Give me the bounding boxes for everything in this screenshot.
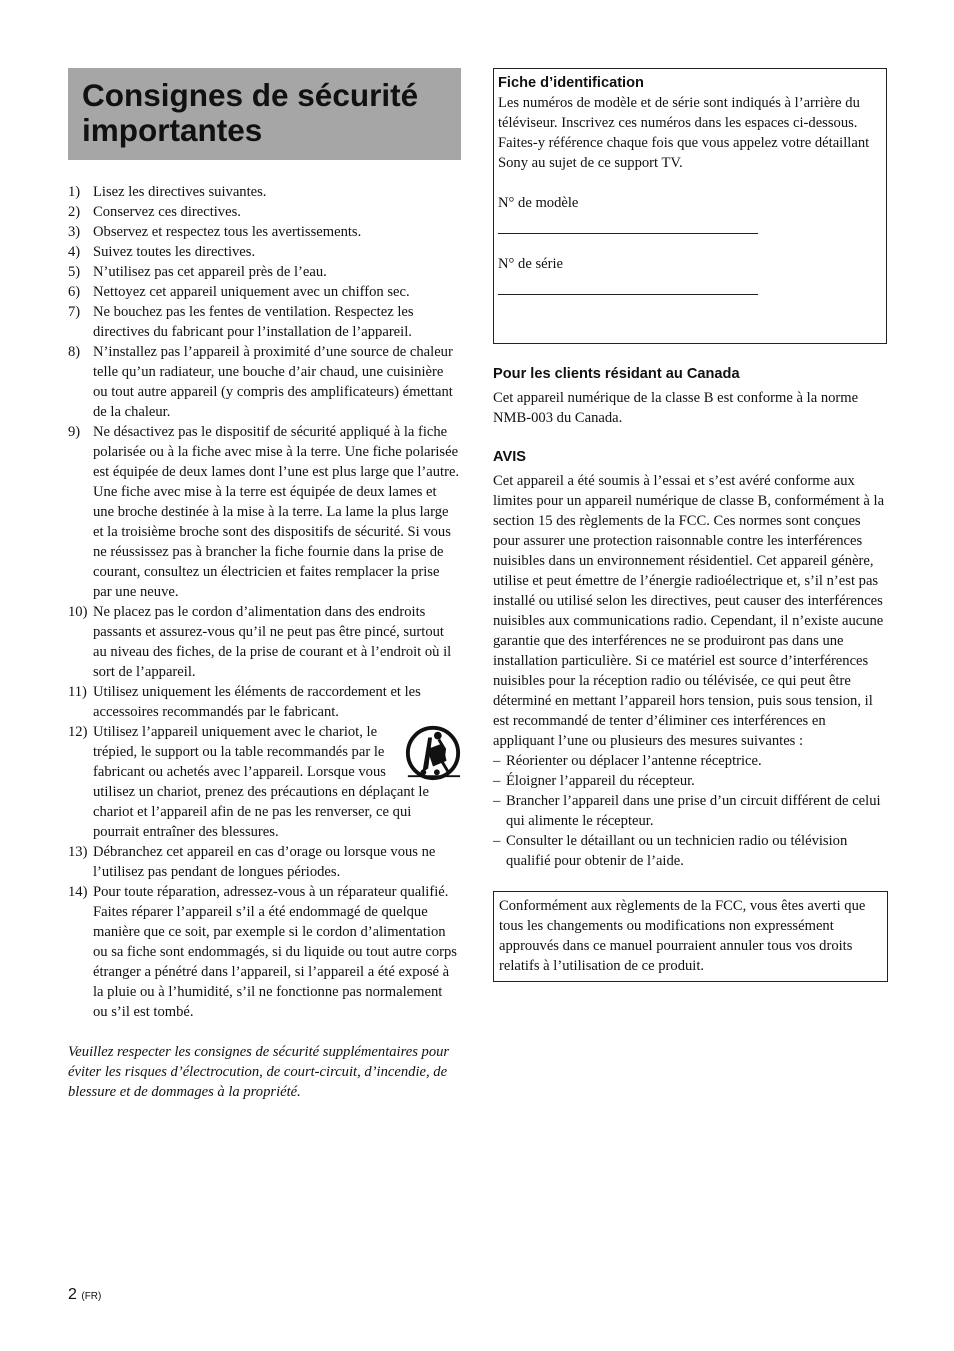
list-item bbox=[493, 791, 887, 831]
avis-text: Cet appareil a été soumis à l’essai et s’est avéré conforme aux limites pour un appareil numérique de classe B, conformément à la section 15 des règlements de la FCC. Ces normes sont conçues pour assurer une protection raisonnable contre les interférences nuisibles dans un environnement résidentiel. Cet appareil génère, utilise et peut émettre de l’énergie radioélectrique et, s’il n’est pas installé ou utilisé selon les directives, peut causer des interférences nuisibles aux communications radio. Cependant, il n’existe aucune garantie que des interférences ne se produiront pas dans une installation particulière. Si ce matériel est source d’interférences nuisibles pour la réception radio ou télévisée, ce qui peut être déterminé en mettant l’appareil hors tension, puis sous tension, il est recommandé de tenter d’éliminer ces interférences en appliquant l’une ou plusieurs des mesures suivantes : bbox=[493, 473, 885, 749]
safety-note: Veuillez respecter les consignes de sécurité supplémentaires pour éviter les risques d’électrocution, de court-circuit, d’incendie, de blessure et de dommages à la propriété. bbox=[68, 1044, 450, 1100]
avis-heading: AVIS bbox=[493, 449, 526, 465]
model-number-label: N° de modèle bbox=[498, 195, 579, 211]
item-text: Lisez les directives suivantes. bbox=[93, 184, 267, 200]
measure-text: Réorienter ou déplacer l’antenne réceptrice. bbox=[506, 753, 762, 769]
item-number: 2) bbox=[68, 204, 81, 220]
item-text: Ne bouchez pas les fentes de ventilation. Respectez les directives du fabricant pour l’installation de l’appareil. bbox=[93, 304, 414, 340]
list-item bbox=[493, 751, 887, 771]
item-number: 5) bbox=[68, 264, 81, 280]
cart-tip-over-warning-icon bbox=[404, 724, 462, 782]
canada-heading: Pour les clients résidant au Canada bbox=[493, 366, 740, 382]
id-sheet-paragraph: Faites-y référence chaque fois que vous appelez votre détaillant Sony au sujet de ce support TV. bbox=[498, 135, 870, 171]
left-column bbox=[68, 182, 460, 1102]
item-text: Nettoyez cet appareil uniquement avec un chiffon sec. bbox=[93, 284, 410, 300]
item-number: 4) bbox=[68, 244, 81, 260]
list-item bbox=[68, 682, 460, 722]
item-text: N’installez pas l’appareil à proximité d’une source de chaleur telle qu’un radiateur, une bouche d’air chaud, une cuisinière ou tout autre appareil (y compris des amplificateurs) émettant de la chaleur. bbox=[93, 344, 453, 420]
list-item bbox=[493, 771, 887, 791]
list-item bbox=[493, 831, 887, 871]
language-code: (FR) bbox=[81, 1291, 102, 1302]
item-number: 1) bbox=[68, 184, 81, 200]
list-item bbox=[68, 842, 460, 882]
identification-sheet bbox=[493, 68, 887, 344]
list-item bbox=[68, 342, 460, 422]
item-text: Observez et respectez tous les avertissements. bbox=[93, 224, 362, 240]
item-text: Conservez ces directives. bbox=[93, 204, 241, 220]
item-number: 3) bbox=[68, 224, 81, 240]
dash-bullet: – bbox=[493, 833, 501, 849]
page-title: Consignes de sécurité importantes bbox=[82, 77, 419, 148]
item-number: 9) bbox=[68, 424, 81, 440]
item-number: 14) bbox=[68, 884, 88, 900]
list-item bbox=[68, 262, 460, 282]
item-number: 7) bbox=[68, 304, 81, 320]
fcc-notice-box bbox=[493, 891, 888, 982]
item-text: N’utilisez pas cet appareil près de l’eau. bbox=[93, 264, 327, 280]
id-sheet-heading: Fiche d’identification bbox=[498, 75, 644, 91]
list-item bbox=[68, 722, 460, 842]
list-item bbox=[68, 202, 460, 222]
item-number: 11) bbox=[68, 684, 87, 700]
item-number: 12) bbox=[68, 724, 88, 740]
item-text: Pour toute réparation, adressez-vous à un réparateur qualifié. Faites réparer l’appareil s’il a été endommagé de quelque manière que ce soit, par exemple si le cordon d’alimentation ou sa fiche sont endommagés, si du liquide ou tout autre corps étranger a pénétré dans l’appareil, si l’appareil a été exposé à la pluie ou à l’humidité, s’il ne fonctionne pas normalement ou s’il est tombé. bbox=[93, 884, 457, 1020]
serial-number-field[interactable] bbox=[498, 274, 758, 295]
item-number: 8) bbox=[68, 344, 81, 360]
item-text: Suivez toutes les directives. bbox=[93, 244, 256, 260]
page-number bbox=[68, 1285, 101, 1307]
item-text: Ne placez pas le cordon d’alimentation dans des endroits passants et assurez-vous qu’il ne peut pas être pincé, surtout au niveau des fiches, de la prise de courant et à l’endroit où il sort de l’appareil. bbox=[93, 604, 452, 680]
serial-number-label: N° de série bbox=[498, 256, 563, 272]
dash-bullet: – bbox=[493, 793, 501, 809]
dash-bullet: – bbox=[493, 773, 501, 789]
measure-text: Consulter le détaillant ou un technicien radio ou télévision qualifié pour obtenir de l’aide. bbox=[506, 833, 848, 869]
title-banner bbox=[68, 68, 461, 160]
item-text: Ne désactivez pas le dispositif de sécurité appliqué à la fiche polarisée ou à la fiche avec mise à la terre. Une fiche polarisée est équipée de deux lames dont l’une est plus large que l’autre. Une fiche avec mise à la terre est équipée de deux lames et une broche destinée à la mise à la terre. La lame la plus large et la troisième broche sont des dispositifs de sécurité. Si vous ne réussissez pas à brancher la fiche fournie dans la prise de courant, consultez un électricien et faites remplacer la prise par une neuve. bbox=[93, 424, 460, 600]
avis-section bbox=[493, 447, 887, 871]
list-item bbox=[68, 302, 460, 342]
canada-section bbox=[493, 364, 887, 428]
list-item bbox=[68, 282, 460, 302]
item-text: Utilisez uniquement les éléments de raccordement et les accessoires recommandés par le fabricant. bbox=[93, 684, 421, 720]
list-item bbox=[68, 422, 460, 602]
list-item bbox=[68, 222, 460, 242]
list-item bbox=[68, 882, 460, 1022]
canada-text: Cet appareil numérique de la classe B est conforme à la norme NMB-003 du Canada. bbox=[493, 390, 859, 426]
item-number: 6) bbox=[68, 284, 81, 300]
list-item bbox=[68, 182, 460, 202]
safety-rules-list bbox=[68, 182, 460, 1022]
model-number-field[interactable] bbox=[498, 213, 758, 234]
list-item bbox=[68, 242, 460, 262]
page-number-value: 2 bbox=[68, 1286, 77, 1303]
measures-list bbox=[493, 751, 887, 871]
item-number: 13) bbox=[68, 844, 88, 860]
measure-text: Brancher l’appareil dans une prise d’un circuit différent de celui qui alimente le récepteur. bbox=[506, 793, 881, 829]
item-text: Débranchez cet appareil en cas d’orage ou lorsque vous ne l’utilisez pas pendant de longues périodes. bbox=[93, 844, 436, 880]
dash-bullet: – bbox=[493, 753, 501, 769]
fcc-notice-text: Conformément aux règlements de la FCC, vous êtes averti que tous les changements ou modifications non expressément approuvés dans ce manuel pourraient annuler tous vos droits relatifs à l’utilisation de ce produit. bbox=[499, 898, 866, 974]
item-number: 10) bbox=[68, 604, 88, 620]
item-text: Utilisez l’appareil uniquement avec le chariot, le trépied, le support ou la table recommandés par le fabricant ou achetés avec l’appareil. Lorsque vous utilisez un chariot, prenez des précautions en déplaçant le chariot et l’appareil afin de ne pas les renverser, ce qui pourrait entraîner des blessures. bbox=[93, 724, 429, 840]
measure-text: Éloigner l’appareil du récepteur. bbox=[506, 773, 695, 789]
list-item bbox=[68, 602, 460, 682]
id-sheet-paragraph: Les numéros de modèle et de série sont indiqués à l’arrière du téléviseur. Inscrivez ces numéros dans les espaces ci-dessous. bbox=[498, 95, 860, 131]
right-column bbox=[493, 68, 887, 982]
